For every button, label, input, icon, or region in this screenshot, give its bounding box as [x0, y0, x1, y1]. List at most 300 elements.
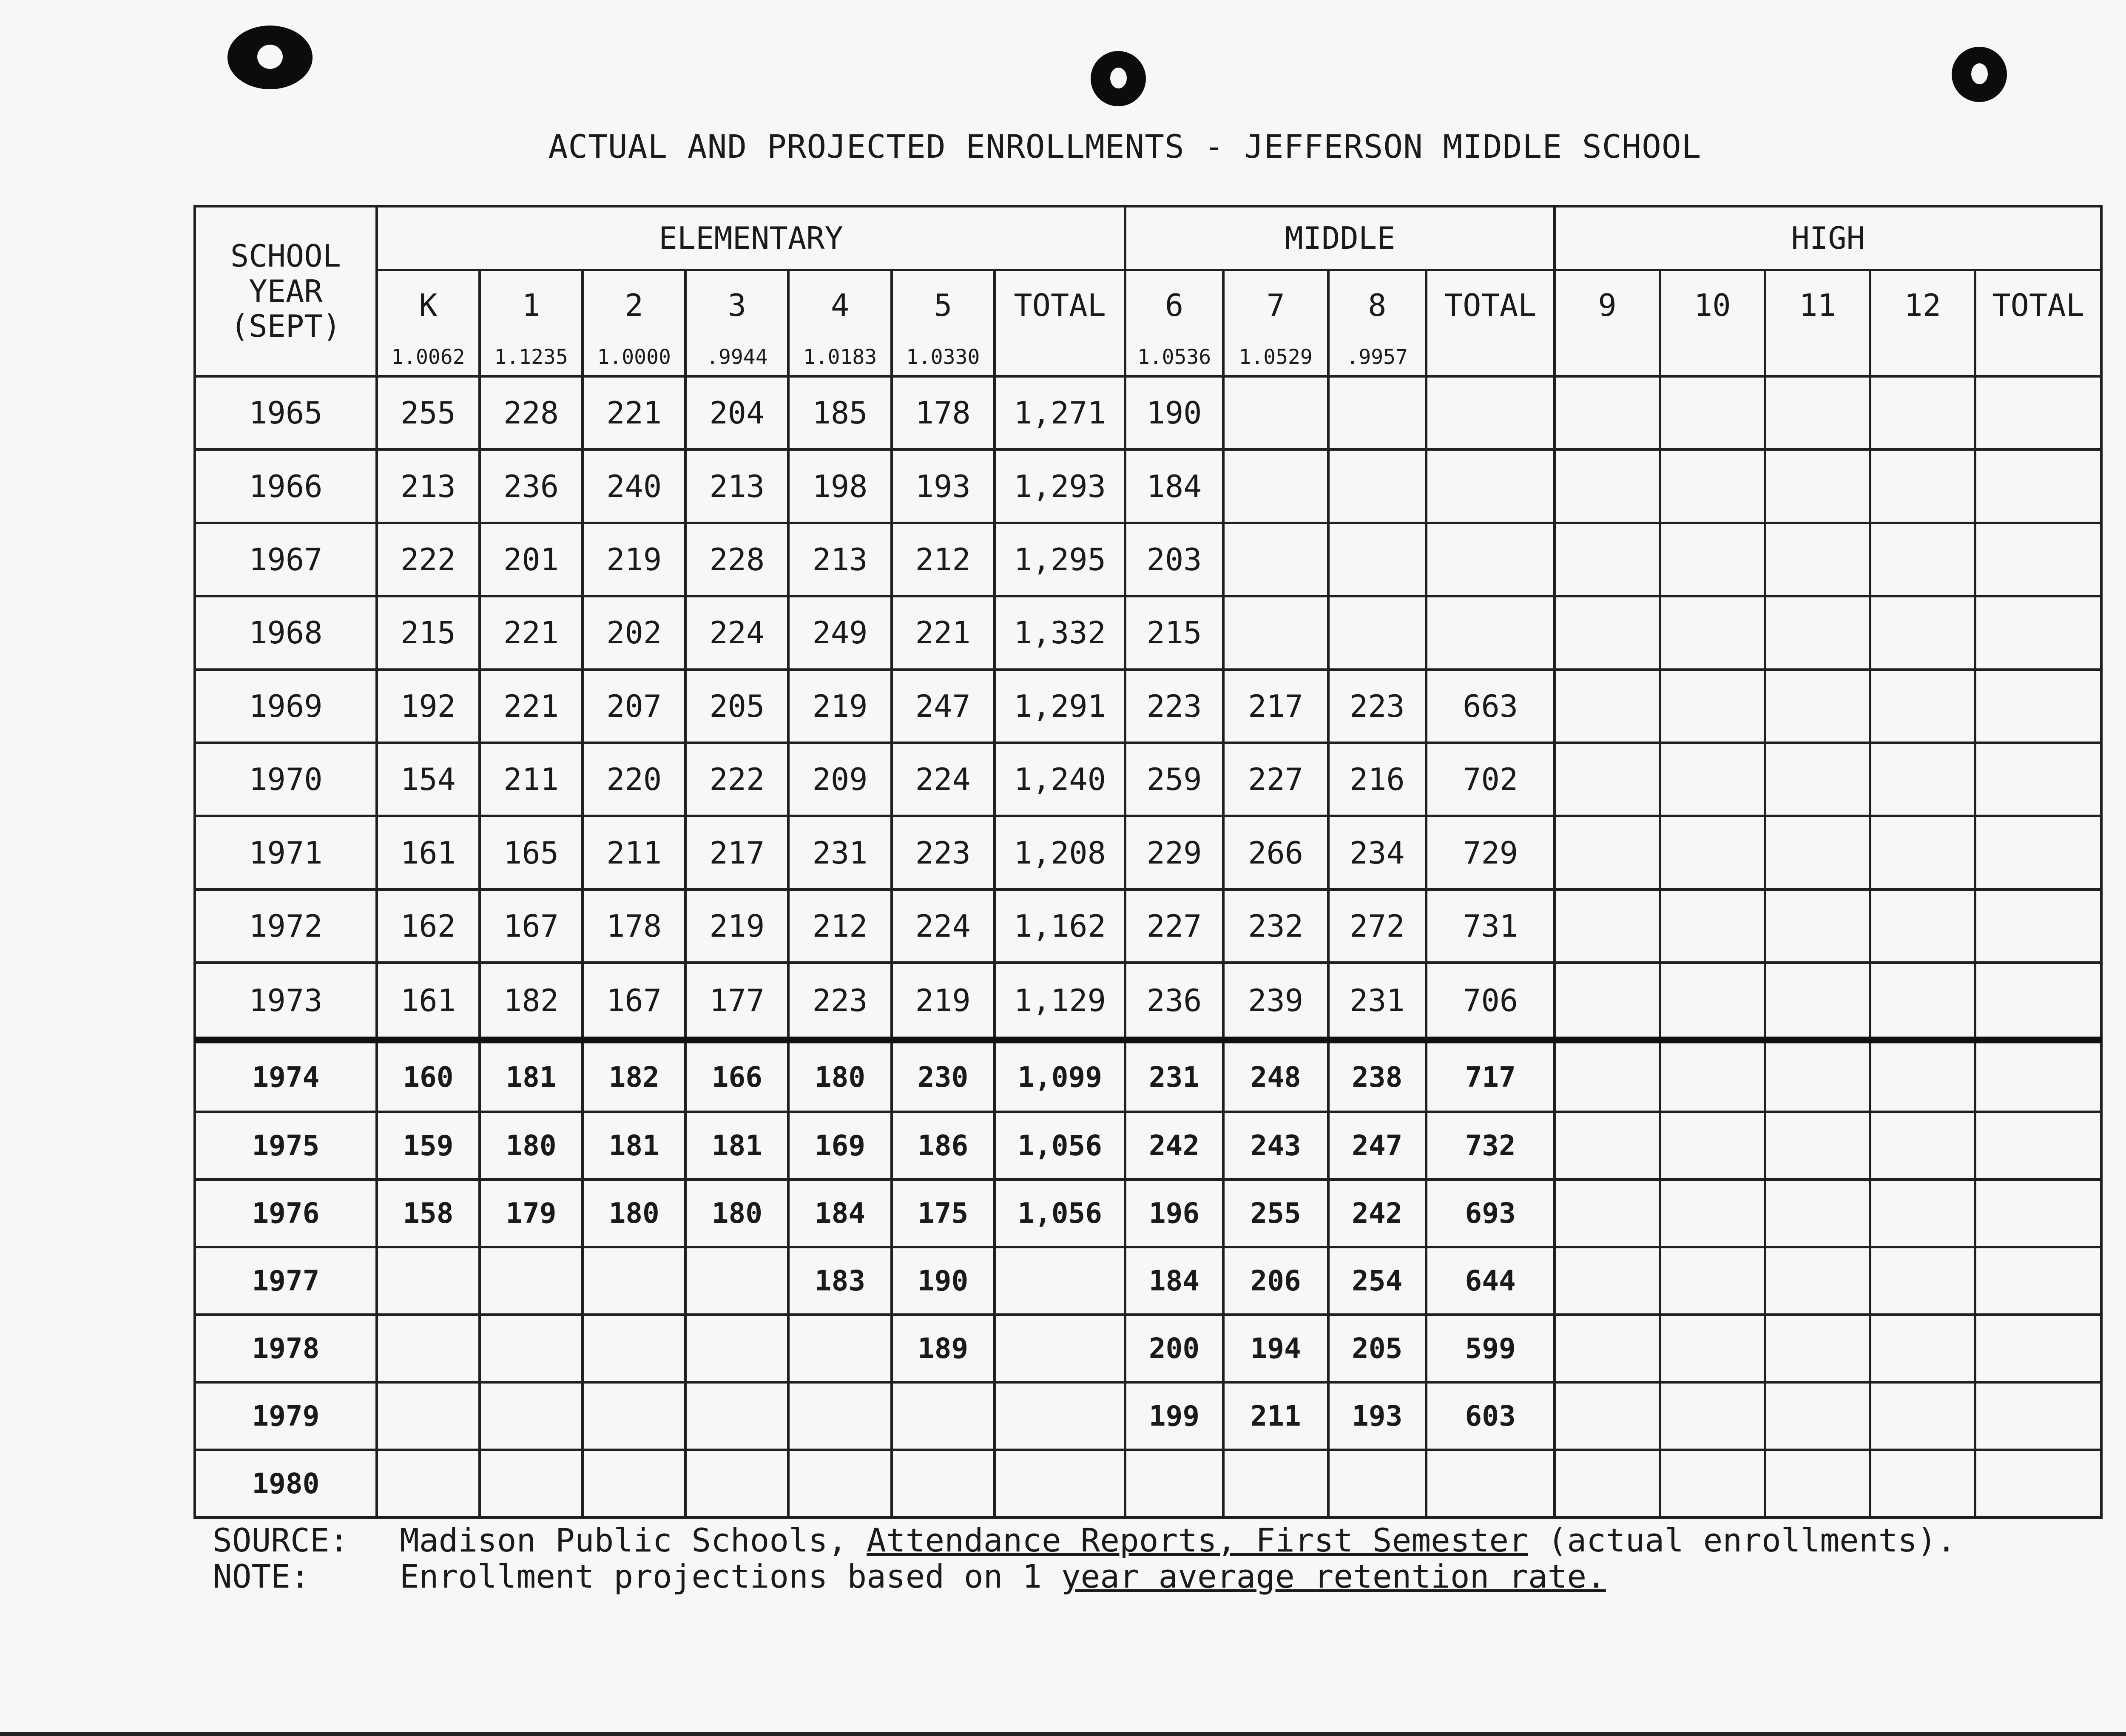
table-cell: 167 [583, 963, 685, 1040]
source-line [213, 1522, 2083, 1558]
table-cell: 224 [892, 743, 995, 816]
table-cell [1328, 449, 1426, 523]
col-header-high-2 [1765, 270, 1870, 376]
table-cell: 224 [892, 889, 995, 963]
table-cell [1426, 523, 1555, 596]
table-cell: 224 [685, 596, 788, 669]
footer-notes [213, 1522, 2083, 1594]
table-cell [1870, 1112, 1975, 1179]
col-header-high-3 [1870, 270, 1975, 376]
table-cell: 186 [892, 1112, 995, 1179]
table-cell: 179 [480, 1179, 583, 1247]
table-cell: 189 [892, 1315, 995, 1382]
table-cell: 231 [1328, 963, 1426, 1040]
table-cell: 181 [685, 1112, 788, 1179]
table-cell [583, 1247, 685, 1315]
table-cell: 228 [480, 376, 583, 449]
table-cell [1660, 449, 1765, 523]
table-cell: 161 [377, 816, 480, 889]
table-cell [1975, 1247, 2101, 1315]
table-cell [480, 1450, 583, 1517]
table-cell [1975, 596, 2101, 669]
table-cell [1660, 1315, 1765, 1382]
retention-rate: 1.0062 [391, 345, 465, 369]
table-cell: 240 [583, 449, 685, 523]
table-cell: 243 [1223, 1112, 1328, 1179]
table-cell: 180 [480, 1112, 583, 1179]
table-cell [583, 1315, 685, 1382]
year-cell: 1980 [195, 1450, 377, 1517]
table-cell [1328, 596, 1426, 669]
table-cell: 211 [1223, 1382, 1328, 1450]
note-label: NOTE: [213, 1557, 310, 1596]
table-cell: 206 [1223, 1247, 1328, 1315]
table-cell [788, 1315, 891, 1382]
table-row [195, 670, 2101, 743]
col-label: 4 [830, 287, 850, 323]
table-cell [1765, 1247, 1870, 1315]
table-cell: 231 [1125, 1040, 1223, 1112]
table-cell: 234 [1328, 816, 1426, 889]
table-cell [1975, 816, 2101, 889]
table-cell: 202 [583, 596, 685, 669]
table-cell: 192 [377, 670, 480, 743]
table-cell: 184 [788, 1179, 891, 1247]
table-cell [1975, 1382, 2101, 1450]
col-header-high-4 [1975, 270, 2101, 376]
table-cell: 180 [788, 1040, 891, 1112]
retention-rate: 1.0529 [1239, 345, 1313, 369]
col-header-high-1 [1660, 270, 1765, 376]
col-label: 10 [1694, 287, 1731, 323]
table-cell [1223, 523, 1328, 596]
table-cell [1870, 963, 1975, 1040]
table-cell: 213 [377, 449, 480, 523]
table-cell: 1,056 [995, 1112, 1126, 1179]
table-cell [1765, 1179, 1870, 1247]
group-header-middle: MIDDLE [1125, 206, 1555, 270]
table-row [195, 963, 2101, 1040]
col-label: 12 [1904, 287, 1941, 323]
table-cell: 213 [788, 523, 891, 596]
table-cell [1660, 1450, 1765, 1517]
table-cell: 200 [1125, 1315, 1223, 1382]
table-cell [1660, 1179, 1765, 1247]
table-cell: 223 [1328, 670, 1426, 743]
table-cell [1765, 1040, 1870, 1112]
table-cell [377, 1382, 480, 1450]
table-row [195, 1450, 2101, 1517]
table-cell [1555, 1112, 1660, 1179]
table-cell: 166 [685, 1040, 788, 1112]
table-cell: 247 [1328, 1112, 1426, 1179]
school-year-header-line1: SCHOOL [230, 238, 341, 274]
table-cell [1660, 816, 1765, 889]
table-cell [1765, 743, 1870, 816]
table-cell: 227 [1125, 889, 1223, 963]
table-cell [1975, 1179, 2101, 1247]
table-cell: 180 [583, 1179, 685, 1247]
table-cell [1870, 743, 1975, 816]
table-cell [1765, 1382, 1870, 1450]
table-cell [1426, 376, 1555, 449]
col-label: 8 [1368, 287, 1387, 323]
col-label: 11 [1799, 287, 1836, 323]
table-cell: 216 [1328, 743, 1426, 816]
table-cell: 219 [685, 889, 788, 963]
table-cell [1328, 523, 1426, 596]
table-cell [1765, 449, 1870, 523]
table-cell [1870, 1247, 1975, 1315]
year-cell: 1967 [195, 523, 377, 596]
table-cell: 266 [1223, 816, 1328, 889]
table-cell: 217 [1223, 670, 1328, 743]
col-label: 5 [933, 287, 952, 323]
table-cell [1765, 376, 1870, 449]
source-suffix: (actual enrollments). [1547, 1521, 1956, 1559]
table-cell: 223 [892, 816, 995, 889]
source-title: Attendance Reports, First Semester [867, 1521, 1528, 1559]
col-header-elementary-3 [685, 270, 788, 376]
table-cell: 221 [583, 376, 685, 449]
table-cell: 190 [1125, 376, 1223, 449]
col-label: 9 [1598, 287, 1617, 323]
table-cell: 259 [1125, 743, 1223, 816]
table-cell [1555, 1382, 1660, 1450]
table-cell [583, 1382, 685, 1450]
school-year-header-line3: (SEPT) [230, 308, 341, 344]
table-cell [1555, 449, 1660, 523]
table-cell: 239 [1223, 963, 1328, 1040]
year-cell: 1975 [195, 1112, 377, 1179]
table-cell: 181 [480, 1040, 583, 1112]
col-header-elementary-5 [892, 270, 995, 376]
table-cell [1426, 1450, 1555, 1517]
col-header-elementary-2 [583, 270, 685, 376]
year-cell: 1978 [195, 1315, 377, 1382]
table-cell [1555, 596, 1660, 669]
table-cell [377, 1315, 480, 1382]
table-cell [995, 1315, 1126, 1382]
table-cell [995, 1450, 1126, 1517]
table-cell: 183 [788, 1247, 891, 1315]
table-cell: 215 [377, 596, 480, 669]
group-header-high: HIGH [1555, 206, 2101, 270]
table-cell [1660, 1112, 1765, 1179]
table-cell [1555, 889, 1660, 963]
table-cell [1870, 1450, 1975, 1517]
table-cell: 236 [480, 449, 583, 523]
col-header-middle-1 [1223, 270, 1328, 376]
table-cell: 1,056 [995, 1179, 1126, 1247]
table-cell: 223 [1125, 670, 1223, 743]
enrollment-table [193, 205, 2103, 1519]
table-cell: 211 [480, 743, 583, 816]
table-cell: 159 [377, 1112, 480, 1179]
col-label: 1 [522, 287, 540, 323]
col-header-elementary-6 [995, 270, 1126, 376]
table-cell: 732 [1426, 1112, 1555, 1179]
table-cell: 255 [377, 376, 480, 449]
table-cell: 221 [892, 596, 995, 669]
table-cell [1765, 889, 1870, 963]
table-cell: 254 [1328, 1247, 1426, 1315]
retention-rate: .9944 [706, 345, 768, 369]
col-label: 2 [625, 287, 643, 323]
table-cell: 205 [685, 670, 788, 743]
table-cell: 207 [583, 670, 685, 743]
table-cell [1765, 523, 1870, 596]
table-row [195, 596, 2101, 669]
table-cell: 1,291 [995, 670, 1126, 743]
col-label: 7 [1266, 287, 1285, 323]
table-cell: 198 [788, 449, 891, 523]
year-cell: 1979 [195, 1382, 377, 1450]
table-cell [1765, 670, 1870, 743]
col-header-elementary-4 [788, 270, 891, 376]
school-year-header-line2: YEAR [249, 273, 323, 309]
table-cell [1660, 743, 1765, 816]
table-cell [1660, 1247, 1765, 1315]
table-cell [1555, 816, 1660, 889]
col-label: K [419, 287, 438, 323]
year-cell: 1969 [195, 670, 377, 743]
table-cell: 177 [685, 963, 788, 1040]
table-cell: 175 [892, 1179, 995, 1247]
table-cell [1660, 963, 1765, 1040]
table-cell [583, 1450, 685, 1517]
table-cell: 1,129 [995, 963, 1126, 1040]
table-cell [1555, 376, 1660, 449]
col-header-elementary-0 [377, 270, 480, 376]
table-cell: 693 [1426, 1179, 1555, 1247]
table-cell: 222 [377, 523, 480, 596]
table-cell [1660, 670, 1765, 743]
table-cell [1975, 1112, 2101, 1179]
table-cell [685, 1382, 788, 1450]
col-label: TOTAL [1992, 287, 2084, 323]
table-cell [1555, 1450, 1660, 1517]
table-cell: 229 [1125, 816, 1223, 889]
table-row [195, 889, 2101, 963]
table-cell: 199 [1125, 1382, 1223, 1450]
table-cell: 213 [685, 449, 788, 523]
table-cell: 228 [685, 523, 788, 596]
table-cell: 194 [1223, 1315, 1328, 1382]
table-cell: 160 [377, 1040, 480, 1112]
note-number: 1 [1022, 1557, 1042, 1596]
table-cell: 663 [1426, 670, 1555, 743]
table-cell: 227 [1223, 743, 1328, 816]
table-cell [1660, 523, 1765, 596]
table-cell [1223, 449, 1328, 523]
table-cell: 236 [1125, 963, 1223, 1040]
table-cell: 190 [892, 1247, 995, 1315]
table-cell [1870, 523, 1975, 596]
table-cell: 222 [685, 743, 788, 816]
table-cell: 193 [1328, 1382, 1426, 1450]
col-label: 3 [728, 287, 747, 323]
table-cell [1660, 889, 1765, 963]
table-cell: 167 [480, 889, 583, 963]
table-cell [1426, 596, 1555, 669]
table-cell [480, 1247, 583, 1315]
table-cell: 232 [1223, 889, 1328, 963]
table-cell: 204 [685, 376, 788, 449]
table-row [195, 1112, 2101, 1179]
year-cell: 1968 [195, 596, 377, 669]
school-year-header [195, 206, 377, 376]
retention-rate: 1.0330 [906, 345, 980, 369]
table-cell [1765, 1450, 1870, 1517]
col-header-elementary-1 [480, 270, 583, 376]
col-header-middle-2 [1328, 270, 1426, 376]
table-cell: 255 [1223, 1179, 1328, 1247]
table-cell [1975, 743, 2101, 816]
table-cell: 221 [480, 596, 583, 669]
punch-hole-right [1952, 47, 2007, 102]
table-cell [1223, 596, 1328, 669]
col-header-high-0 [1555, 270, 1660, 376]
table-cell [1975, 1315, 2101, 1382]
year-cell: 1972 [195, 889, 377, 963]
table-cell: 212 [892, 523, 995, 596]
retention-rate: 1.0536 [1137, 345, 1211, 369]
table-cell: 702 [1426, 743, 1555, 816]
table-cell: 221 [480, 670, 583, 743]
page-edge-bottom [0, 1732, 2126, 1736]
table-cell: 196 [1125, 1179, 1223, 1247]
table-cell [1975, 376, 2101, 449]
table-cell: 209 [788, 743, 891, 816]
table-cell: 178 [892, 376, 995, 449]
table-cell: 248 [1223, 1040, 1328, 1112]
punch-hole-center [1091, 51, 1146, 106]
table-cell: 219 [892, 963, 995, 1040]
table-cell: 219 [788, 670, 891, 743]
table-cell: 217 [685, 816, 788, 889]
year-cell: 1976 [195, 1179, 377, 1247]
table-cell [1328, 1450, 1426, 1517]
table-cell: 729 [1426, 816, 1555, 889]
table-cell [377, 1450, 480, 1517]
table-cell: 1,240 [995, 743, 1126, 816]
table-cell [1660, 376, 1765, 449]
table-row [195, 1247, 2101, 1315]
col-label: TOTAL [1444, 287, 1537, 323]
table-cell: 215 [1125, 596, 1223, 669]
table-cell [1975, 889, 2101, 963]
note-text-underlined: year average retention rate. [1061, 1557, 1606, 1596]
table-cell: 161 [377, 963, 480, 1040]
table-cell: 1,099 [995, 1040, 1126, 1112]
table-cell: 1,332 [995, 596, 1126, 669]
table-cell [1765, 596, 1870, 669]
table-cell [1765, 816, 1870, 889]
table-cell [1328, 376, 1426, 449]
table-cell [480, 1315, 583, 1382]
table-cell [1975, 1040, 2101, 1112]
table-cell: 1,208 [995, 816, 1126, 889]
table-cell [1975, 449, 2101, 523]
table-cell: 178 [583, 889, 685, 963]
table-cell [892, 1382, 995, 1450]
table-cell: 249 [788, 596, 891, 669]
table-cell: 230 [892, 1040, 995, 1112]
table-row [195, 1382, 2101, 1450]
table-cell [1765, 1112, 1870, 1179]
retention-rate: 1.0000 [597, 345, 671, 369]
page-title: ACTUAL AND PROJECTED ENROLLMENTS - JEFFERSON MIDDLE SCHOOL [548, 128, 1702, 165]
table-cell [1870, 1315, 1975, 1382]
table-cell: 219 [583, 523, 685, 596]
table-cell: 180 [685, 1179, 788, 1247]
table-cell: 644 [1426, 1247, 1555, 1315]
table-cell [1870, 1179, 1975, 1247]
table-cell: 165 [480, 816, 583, 889]
table-cell: 184 [1125, 449, 1223, 523]
table-cell: 212 [788, 889, 891, 963]
table-cell: 272 [1328, 889, 1426, 963]
col-header-middle-0 [1125, 270, 1223, 376]
table-cell: 1,162 [995, 889, 1126, 963]
table-cell [1870, 376, 1975, 449]
year-cell: 1973 [195, 963, 377, 1040]
table-cell: 220 [583, 743, 685, 816]
table-row [195, 743, 2101, 816]
table-cell: 247 [892, 670, 995, 743]
table-row [195, 1040, 2101, 1112]
table-cell [788, 1382, 891, 1450]
table-cell: 182 [480, 963, 583, 1040]
table-cell: 211 [583, 816, 685, 889]
table-row [195, 1315, 2101, 1382]
year-cell: 1966 [195, 449, 377, 523]
table-cell [1975, 670, 2101, 743]
table-cell: 182 [583, 1040, 685, 1112]
table-cell: 201 [480, 523, 583, 596]
table-cell [480, 1382, 583, 1450]
table-cell [1975, 523, 2101, 596]
table-cell [1660, 596, 1765, 669]
table-cell: 205 [1328, 1315, 1426, 1382]
year-cell: 1977 [195, 1247, 377, 1315]
table-row [195, 376, 2101, 449]
table-row [195, 816, 2101, 889]
table-cell: 154 [377, 743, 480, 816]
punch-hole-left [227, 26, 313, 89]
table-cell [1555, 1179, 1660, 1247]
retention-rate: 1.1235 [494, 345, 568, 369]
table-cell: 717 [1426, 1040, 1555, 1112]
note-text: Enrollment projections based on [400, 1557, 1003, 1596]
table-cell: 181 [583, 1112, 685, 1179]
table-cell: 185 [788, 376, 891, 449]
group-header-elementary: ELEMENTARY [377, 206, 1126, 270]
col-label: 6 [1165, 287, 1184, 323]
note-line [213, 1558, 2083, 1594]
table-cell [1975, 963, 2101, 1040]
table-cell [1765, 963, 1870, 1040]
col-header-middle-3 [1426, 270, 1555, 376]
table-cell: 158 [377, 1179, 480, 1247]
table-cell: 1,271 [995, 376, 1126, 449]
col-label: TOTAL [1014, 287, 1106, 323]
source-text: Madison Public Schools, [400, 1521, 847, 1559]
table-cell [685, 1247, 788, 1315]
table-cell [1223, 1450, 1328, 1517]
table-cell [995, 1247, 1126, 1315]
